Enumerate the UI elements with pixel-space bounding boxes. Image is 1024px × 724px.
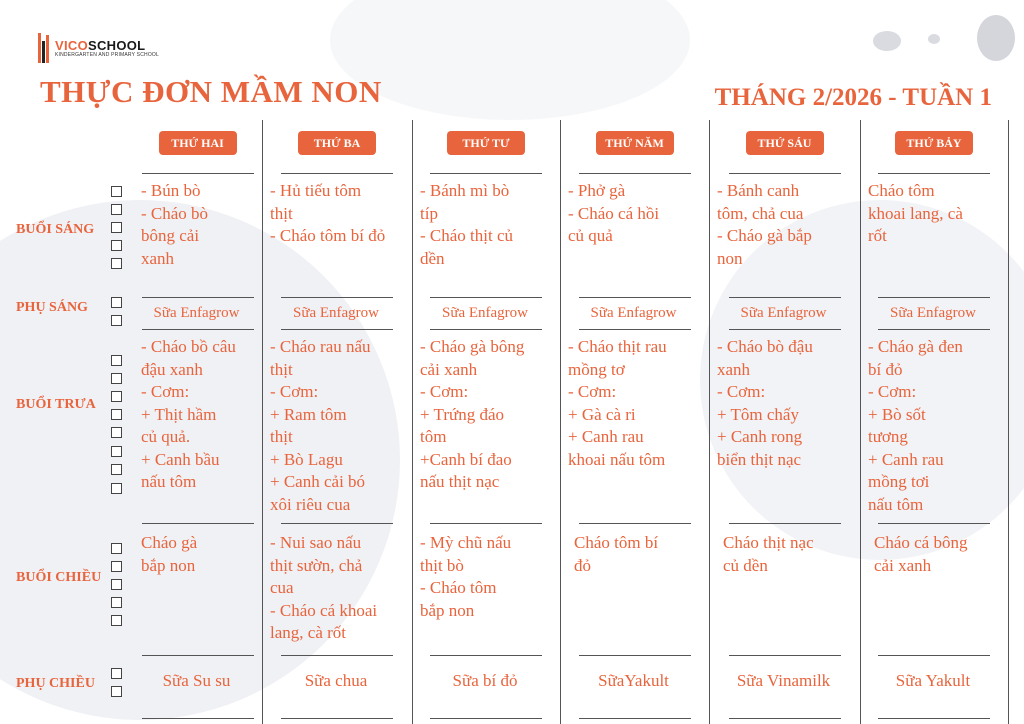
day-header: THỨ SÁU [746,131,824,155]
menu-cell: Sữa Su su [162,671,231,690]
day-header: THỨ TƯ [447,131,525,155]
row-separator [281,523,393,524]
row-separator [878,718,990,719]
checkbox[interactable] [111,240,122,251]
menu-cell: Sữa Enfagrow [590,305,677,321]
row-label: PHỤ SÁNG [16,300,88,315]
menu-cell: Cháo thịt nạc củ dền [723,533,814,575]
logo-icon [38,33,50,63]
row-separator [729,297,841,298]
logo-subtitle: KINDERGARTEN AND PRIMARY SCHOOL [55,51,160,58]
checkbox[interactable] [111,373,122,384]
row-separator [878,173,990,174]
menu-cell: - Bún bò - Cháo bò bông cải xanh [141,181,209,268]
day-header: THỨ BA [298,131,376,155]
checkbox[interactable] [111,409,122,420]
menu-cell: Cháo cá bông cải xanh [874,533,968,575]
row-separator [281,655,393,656]
menu-cell: - Cháo rau nấu thịt - Cơm: + Ram tôm thịt + Bò Lagu + Canh cải bó xôi riêu cua [270,337,371,514]
row-separator [729,329,841,330]
row-separator [142,173,254,174]
row-separator [430,718,542,719]
row-separator [142,329,254,330]
menu-cell: - Bánh mì bò típ - Cháo thịt củ dền [420,181,514,268]
menu-cell: - Phở gà - Cháo cá hồi củ quả [568,181,660,245]
checkbox[interactable] [111,686,122,697]
row-separator [281,329,393,330]
row-separator [430,523,542,524]
column-divider [860,120,861,724]
checkbox[interactable] [111,579,122,590]
row-separator [579,173,691,174]
row-separator [729,655,841,656]
row-separator [142,655,254,656]
checkbox[interactable] [111,222,122,233]
checkbox[interactable] [111,561,122,572]
checkbox[interactable] [111,355,122,366]
menu-cell: Sữa chua [304,671,368,690]
row-separator [729,718,841,719]
column-divider [709,120,710,724]
column-divider [262,120,263,724]
checkbox[interactable] [111,615,122,626]
menu-cell: - Cháo gà bông cải xanh - Cơm: + Trứng đáo tôm +Canh bí đao nấu thịt nạc [420,337,525,491]
row-separator [281,173,393,174]
checkbox[interactable] [111,668,122,679]
menu-cell: Cháo tôm khoai lang, cà rốt [868,181,963,245]
menu-cell: Sữa Enfagrow [889,305,977,321]
row-separator [579,329,691,330]
checkbox[interactable] [111,483,122,494]
menu-cell: - Nui sao nấu thịt sườn, chả cua - Cháo cá khoai lang, cà rốt [270,533,378,642]
row-label: BUỔI SÁNG [16,222,95,237]
row-separator [579,655,691,656]
row-separator [430,297,542,298]
row-separator [430,655,542,656]
menu-cell: Sữa Enfagrow [292,305,380,321]
day-header: THỨ NĂM [596,131,674,155]
checkbox[interactable] [111,543,122,554]
row-separator [878,297,990,298]
menu-cell: - Cháo bồ câu đậu xanh - Cơm: + Thịt hầm củ quả. + Canh bầu nấu tôm [141,337,236,491]
row-separator [142,718,254,719]
row-separator [579,297,691,298]
checkbox[interactable] [111,427,122,438]
menu-cell: - Cháo gà đen bí đỏ - Cơm: + Bò sốt tương + Canh rau mồng tơi nấu tôm [868,337,963,514]
row-label: PHỤ CHIỀU [16,676,95,691]
row-separator [281,297,393,298]
row-separator [430,173,542,174]
row-separator [281,718,393,719]
menu-cell: Cháo tôm bí đỏ [574,533,659,575]
school-logo [38,33,159,63]
page-title: THỰC ĐƠN MẦM NON [40,74,382,109]
checkbox[interactable] [111,597,122,608]
day-header: THỨ HAI [159,131,237,155]
row-separator [729,523,841,524]
column-divider [412,120,413,724]
row-separator [878,329,990,330]
row-separator [729,173,841,174]
row-separator [579,718,691,719]
menu-cell: Sữa bí đỏ [452,671,518,690]
menu-cell: Sữa Enfagrow [441,305,529,321]
checkbox[interactable] [111,297,122,308]
menu-cell: - Cháo bò đậu xanh - Cơm: + Tôm chấy + Canh rong biển thịt nạc [717,337,813,469]
menu-cell: - Mỳ chũ nấu thịt bò - Cháo tôm bắp non [420,533,512,620]
row-separator [878,655,990,656]
checkbox[interactable] [111,446,122,457]
row-separator [579,523,691,524]
row-separator [142,523,254,524]
checkbox[interactable] [111,186,122,197]
row-separator [878,523,990,524]
menu-cell: Sữa Vinamilk [736,671,831,690]
row-separator [430,329,542,330]
row-label: BUỔI CHIỀU [16,570,102,585]
checkbox[interactable] [111,258,122,269]
menu-cell: Cháo gà bắp non [141,533,198,575]
menu-cell: - Bánh canh tôm, chả cua - Cháo gà bắp non [717,181,812,268]
column-divider [560,120,561,724]
day-header: THỨ BẢY [895,131,973,155]
menu-cell: Sữa Enfagrow [153,305,240,321]
menu-cell: - Cháo thịt rau mồng tơ - Cơm: + Gà cà ri + Canh rau khoai nấu tôm [568,337,667,469]
row-separator [142,297,254,298]
checkbox[interactable] [111,391,122,402]
menu-cell: SữaYakult [598,671,669,690]
logo-name: VICOSCHOOL [55,37,146,53]
menu-cell: Sữa Enfagrow [740,305,827,321]
menu-cell: - Hủ tiếu tôm thịt - Cháo tôm bí đỏ [270,181,386,245]
checkbox[interactable] [111,315,122,326]
checkbox[interactable] [111,464,122,475]
checkbox[interactable] [111,204,122,215]
menu-cell: Sữa Yakult [895,671,971,690]
page-subtitle: THÁNG 2/2026 - TUẦN 1 [714,84,992,111]
row-label: BUỔI TRƯA [16,397,96,412]
column-divider [1008,120,1009,724]
